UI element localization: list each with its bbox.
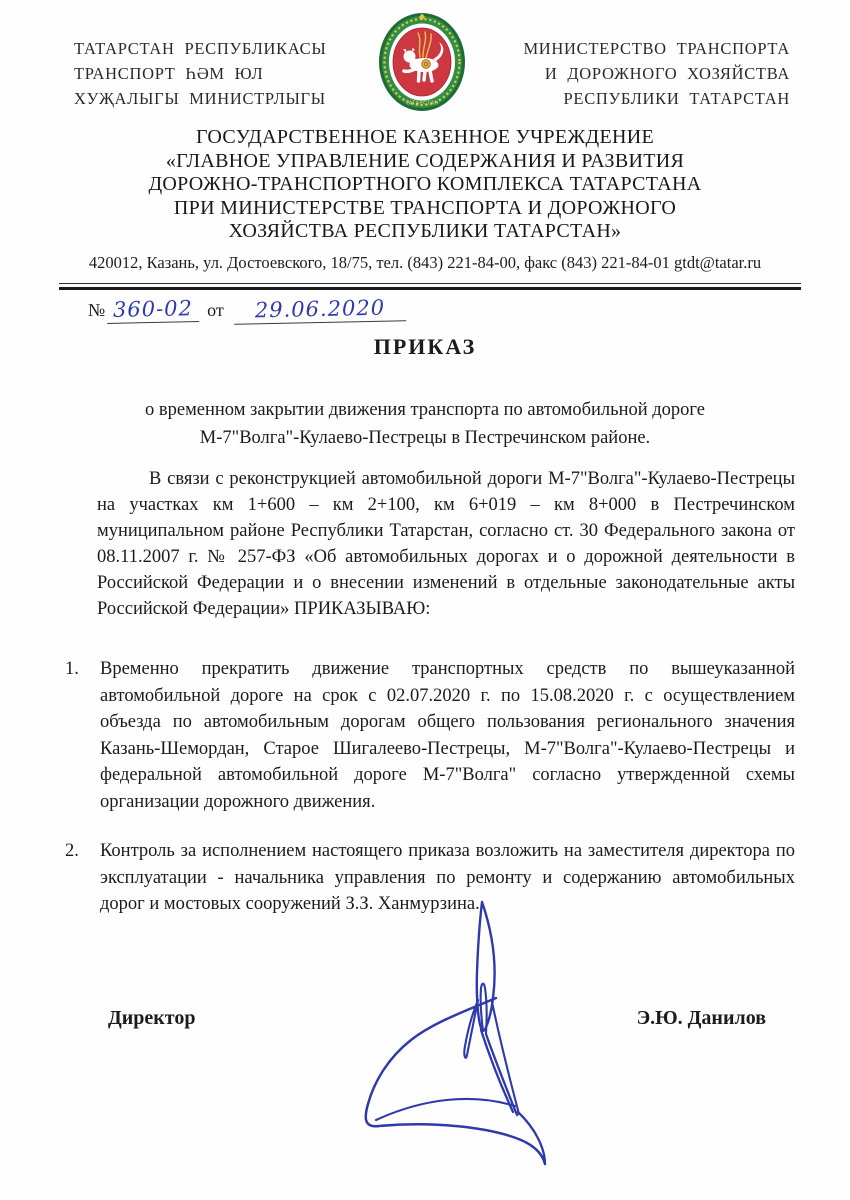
org-name-tatar-line: ТРАНСПОРТ ҺӘМ ЮЛ: [74, 64, 264, 83]
institution-line: ГОСУДАРСТВЕННОЕ КАЗЕННОЕ УЧРЕЖДЕНИЕ: [195, 126, 655, 148]
signature-row: [108, 1007, 766, 1030]
order-number-handwritten: 360-02: [107, 296, 199, 324]
signer-position: Директор: [108, 1007, 196, 1029]
org-name-russian-line: МИНИСТЕРСТВО ТРАНСПОРТА: [523, 39, 790, 58]
institution-name: [75, 126, 775, 244]
org-name-tatar: [74, 36, 336, 111]
number-label: №: [88, 300, 106, 320]
separator-line: [59, 283, 801, 290]
institution-line: ДОРОЖНО-ТРАНСПОРТНОГО КОМПЛЕКСА ТАТАРСТАНА: [148, 173, 702, 195]
reference-row: [88, 297, 406, 323]
org-name-tatar-line: ТАТАРСТАН РЕСПУБЛИКАСЫ: [74, 39, 327, 58]
date-label: от: [207, 300, 224, 320]
order-item-text: Контроль за исполнением настоящего приказа возложить на заместителя директора по эксплуатации - начальника управления по ремонту и содержанию автомобильных дорог и мостовых сооружений З.З. Ханмурзина.: [100, 841, 795, 914]
emblem-label: ТАТАРСТАН: [405, 100, 439, 107]
org-name-russian-line: И ДОРОЖНОГО ХОЗЯЙСТВА: [544, 64, 790, 83]
subject-line: М-7"Волга"-Кулаево-Пестрецы в Пестречинском районе.: [199, 427, 651, 448]
order-item-text: Временно прекратить движение транспортных средств по вышеуказанной автомобильной дороге на срок с 02.07.2020 г. по 15.08.2020 г. с осуществлением объезда по автомобильным дорогам общего пользования регионального значения Казань-Шемордан, Старое Шигалеево-Пестрецы, М-7"Волга"-Кулаево-Пестрецы и федеральной автомобильной дороге М-7"Волга" согласно утвержденной схемы организации дорожного движения.: [100, 659, 795, 812]
org-name-tatar-line: ХУҖАЛЫГЫ МИНИСТРЛЫГЫ: [74, 89, 326, 108]
institution-line: «ГЛАВНОЕ УПРАВЛЕНИЕ СОДЕРЖАНИЯ И РАЗВИТИЯ: [165, 149, 685, 172]
document-title: ПРИКАЗ: [373, 334, 477, 359]
subject-line: о временном закрытии движения транспорта по автомобильной дороге: [145, 400, 705, 420]
institution-line: ХОЗЯЙСТВА РЕСПУБЛИКИ ТАТАРСТАН»: [228, 220, 622, 242]
institution-line: ПРИ МИНИСТЕРСТВЕ ТРАНСПОРТА И ДОРОЖНОГО: [173, 196, 677, 219]
order-item-number: 2.: [65, 841, 79, 861]
org-name-russian-line: РЕСПУБЛИКИ ТАТАРСТАН: [563, 89, 790, 108]
signer-name: Э.Ю. Данилов: [636, 1007, 766, 1029]
preamble-paragraph: В связи с реконструкцией автомобильной дороги М-7"Волга"-Кулаево-Пестрецы на участках км 1+600 – км 2+100, км 6+019 – км 8+000 в Пестречинском муниципальном районе Республики Татарстан, согласно ст. 30 Федерального закона от 08.11.2007 г. № 257-ФЗ «Об автомобильных дорогах и о дорожной деятельности в Российской Федерации и о внесении изменений в отдельные законодательные акты Российской Федерации» ПРИКАЗЫВАЮ:: [97, 469, 795, 619]
signature-scribble: [345, 886, 560, 1178]
order-item-number: 1.: [65, 659, 79, 679]
org-name-russian: [508, 36, 790, 111]
subject-block: [75, 397, 775, 452]
tatarstan-coat-of-arms-icon: [378, 12, 466, 112]
letterhead: [62, 12, 790, 112]
order-date-handwritten: 29.06.2020: [233, 295, 406, 325]
order-item: [62, 656, 795, 815]
contact-line: 420012, Казань, ул. Достоевского, 18/75, тел. (843) 221-84-00, факс (843) 221-84-01 gtdt@tatar.ru: [88, 253, 762, 272]
